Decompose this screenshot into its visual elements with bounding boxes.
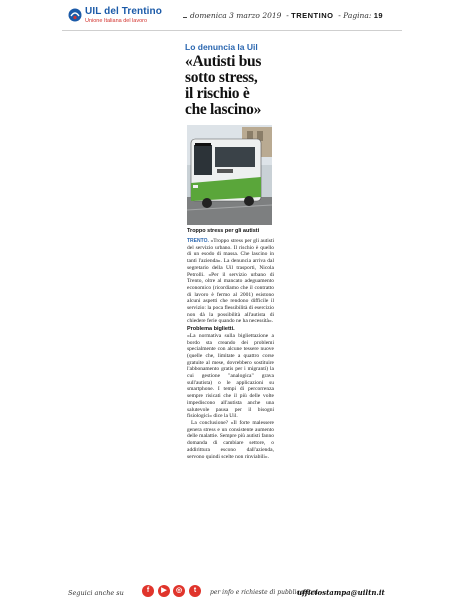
photo-caption: Troppo stress per gli autisti <box>187 228 260 234</box>
article-paragraph <box>187 238 274 325</box>
article-paragraph: «La normativa sulla bigliettazione a bordo sta creando dei problemi specialmente con alcune tessere nuove (quelle che, limitate a quattro corse gratuite al mese, dovrebbero sostituire l'abbonamento gratis per i migranti) la cui gestione "analogica" grava sull'autista) o le applicazioni su smartphone. I tempi di percorrenza sempre risicati che il più delle volte impediscono all'autista anche una salutevole pausa per il bisogni fisiologici» dice la Uil. <box>187 332 274 420</box>
publication-date: domenica 3 marzo 2019 <box>190 11 282 20</box>
facebook-icon[interactable]: f <box>142 585 154 597</box>
youtube-icon[interactable]: ▶ <box>158 585 170 597</box>
article-subhead: Problema biglietti. <box>187 326 235 333</box>
paragraph-text: «Troppo stress per gli autisti del servizio urbano. Il rischio è quello di un esodo di massa. Che lascino in tanti l'azienda». La denuncia arriva dal segretario della Uil trasporti, Nicola Petrolli. «Per il servizio urbano di Trento, oltre al mancato adeguamento economico (ricordiamo che il contratto di lavoro è fermo al 2001) esistono alcuni aspetti che rendono difficile il servizio: la poca flessibilità di esercizio non dà la possibilità all'autista di chiedere ferie quando ne ha necessità». <box>187 238 274 325</box>
article-kicker: Lo denuncia la Uil <box>185 42 258 52</box>
newspaper-name: TRENTINO <box>291 11 334 20</box>
org-name: UIL del Trentino <box>85 6 162 17</box>
page-header <box>0 0 465 32</box>
page-number: 19 <box>373 11 384 20</box>
page-label: Pagina: <box>343 11 372 20</box>
uil-logo-icon <box>68 8 82 22</box>
follow-text: Seguici anche su <box>68 589 124 597</box>
article-paragraph: La conclusione? «Il forte malessere genera stress e un consistente aumento delle malattie. Sempre più autisti fanno domanda di cambiare settore, o addirittura escono dall'azienda, servono quindi scelte non rinviabili». <box>187 419 274 460</box>
info-text: per info e richieste di pubblicazioni: <box>210 589 320 596</box>
article-dateline: TRENTO. <box>187 238 209 244</box>
instagram-icon[interactable]: ◎ <box>173 585 185 597</box>
header-rule <box>62 30 402 31</box>
bus-photo-image <box>187 125 272 225</box>
header-dash <box>183 17 187 18</box>
article-photo <box>187 125 272 225</box>
contact-email-link[interactable]: ufficiostampa@uiltn.it <box>297 588 385 597</box>
article-body <box>187 238 274 460</box>
page-footer <box>0 578 465 606</box>
publication-line: domenica 3 marzo 2019 - TRENTINO - Pagina: 19 <box>190 11 384 20</box>
article-headline: «Autisti bus sotto stress, il rischio è che lascino» <box>185 53 262 118</box>
twitter-icon[interactable]: t <box>189 585 201 597</box>
org-subtitle: Unione Italiana del lavoro <box>85 18 148 24</box>
